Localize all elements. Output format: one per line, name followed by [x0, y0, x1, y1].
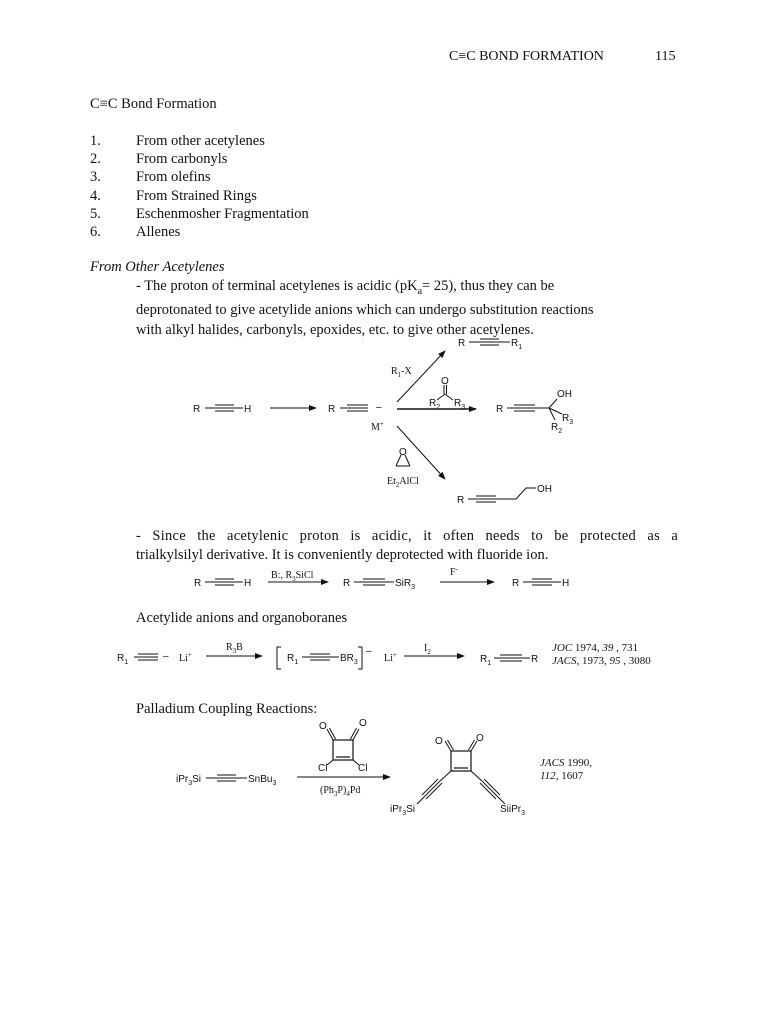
label-r2: $R_2$ — [551, 422, 563, 435]
label-r1: $R_1$ — [117, 653, 129, 666]
label-charge: – — [163, 651, 169, 662]
label-r1: $R_1$ — [287, 653, 299, 666]
label-h: H — [244, 404, 252, 415]
label-reagent-r3b: $R_3B$ — [226, 642, 243, 655]
list-item: 2. From carbonyls — [90, 151, 228, 168]
label-r: R — [512, 578, 520, 589]
label-triisopropylsilyl: iPr$_3$Si — [390, 804, 416, 817]
paragraph-protection-line1: - Since the acetylenic proton is acidic, it often needs to be protected as a — [136, 528, 678, 544]
list-item: 6. Allenes — [90, 224, 181, 241]
label-oxygen: O — [441, 376, 449, 387]
label-r: R — [328, 404, 336, 415]
reference-jacs-1973: JACS, 1973, 95 , 3080 — [552, 655, 651, 667]
paragraph-acidity: - The proton of terminal acetylenes is acidic $(pK_a= 25)$, thus they can be deprotonated to give acetylide anions which can undergo substitution reactions with alkyl halides, carbonyls, epoxides, etc. to give other acetylenes. — [136, 278, 594, 338]
label-r3: $R_3$ — [562, 413, 574, 426]
paragraph-protection-line2: trialkylsilyl derivative. It is conveniently deprotected with fluoride ion. — [136, 547, 549, 563]
page-number: 115 — [655, 49, 676, 64]
label-triisopropylsilyl: iPr$_3$Si — [176, 774, 202, 787]
label-oxygen: O — [435, 736, 443, 747]
label-charge: – — [376, 402, 382, 413]
label-catalyst: $(Ph_3P)_4Pd$ — [320, 785, 361, 798]
label-r1: $R_1$ — [511, 338, 523, 351]
label-r3: $R_3$ — [454, 398, 466, 411]
label-r: R — [457, 495, 465, 506]
list-item: 5. Eschenmosher Fragmentation — [90, 205, 309, 222]
list-item: 3. From olefins — [90, 169, 211, 186]
heading-palladium: Palladium Coupling Reactions: — [136, 701, 318, 717]
reference-jacs-1990-line1: JACS 1990, — [540, 757, 592, 769]
page-title: C≡C Bond Formation — [90, 96, 217, 112]
label-alkyl-halide: $R_1-X$ — [391, 366, 412, 379]
label-charge: – — [366, 646, 372, 657]
label-sir3: SiR$_3$ — [395, 578, 416, 591]
scheme-organoborane — [134, 647, 530, 669]
label-oxygen: O — [319, 721, 327, 732]
label-chlorine: Cl — [358, 763, 368, 774]
label-r2: $R_2$ — [429, 398, 441, 411]
label-iodine: $I_2$ — [424, 643, 431, 656]
label-oxygen: O — [359, 718, 367, 729]
heading-organoboranes: Acetylide anions and organoboranes — [136, 610, 348, 626]
scheme-silyl-protection — [205, 579, 561, 585]
label-oxygen: O — [476, 733, 484, 744]
label-tributylstannyl: SnBu$_3$ — [248, 774, 277, 787]
label-counterion: M+ — [371, 420, 384, 433]
label-lithium: Li+ — [179, 651, 192, 664]
label-h: H — [562, 578, 570, 589]
subsection-heading: From Other Acetylenes — [90, 259, 225, 275]
list-item: 4. From Strained Rings — [90, 187, 257, 204]
label-reagent-et2alcl: $Et_2AlCl$ — [387, 476, 419, 489]
label-lithium: Li+ — [384, 651, 397, 664]
running-header: C≡C BOND FORMATION — [449, 49, 604, 64]
label-oh: OH — [557, 389, 572, 400]
list-item: 1. From other acetylenes — [90, 133, 265, 149]
label-oh: OH — [537, 484, 552, 495]
label-chlorine: Cl — [318, 763, 328, 774]
label-r: R — [531, 654, 539, 665]
label-triisopropylsilyl: SiiPr$_3$ — [500, 804, 526, 817]
label-r: R — [496, 404, 504, 415]
label-br3: $BR_3$ — [340, 653, 358, 666]
label-h: H — [244, 578, 252, 589]
label-r1: $R_1$ — [480, 654, 492, 667]
reference-joc: JOC 1974, 39 , 731 — [552, 642, 639, 654]
left-bracket — [277, 647, 281, 669]
label-reagent-silyl: B:, $R_3SiCl$ — [271, 570, 314, 583]
right-bracket — [358, 647, 362, 669]
label-epoxide-oxygen: O — [399, 447, 407, 458]
label-r: R — [458, 338, 466, 349]
label-r: R — [194, 578, 202, 589]
label-fluoride: F- — [450, 565, 458, 578]
label-r: R — [193, 404, 201, 415]
label-r: R — [343, 578, 351, 589]
reference-jacs-1990-line2: 112, 1607 — [540, 770, 584, 782]
